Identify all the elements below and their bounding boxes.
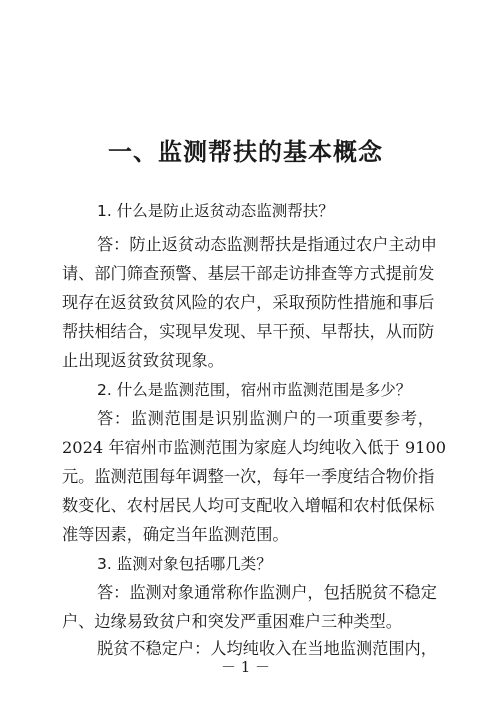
answer-3-line-1: 答：监测对象通常称作监测户，包括脱贫不稳定 [97, 583, 437, 602]
answer-1-line-2: 请、部门筛查预警、基层干部走访排查等方式提前发 [62, 264, 435, 283]
answer-1-line-4: 帮扶相结合，实现早发现、早干预、早帮扶，从而防 [62, 322, 435, 341]
page-number: － 1 － [220, 658, 271, 676]
answer-1-line-3: 现存在返贫致贫风险的农户，采取预防性措施和事后 [62, 293, 435, 312]
answer-3-line-2: 户、边缘易致贫户和突发严重困难户三种类型。 [62, 612, 402, 631]
answer-2-line-5: 准等因素，确定当年监测范围。 [62, 525, 289, 544]
answer-2-line-4: 数变化、农村居民人均可支配收入增幅和农村低保标 [62, 496, 435, 515]
question-2: 2. 什么是监测范围，宿州市监测范围是多少？ [97, 381, 412, 399]
answer-2-line-1: 答：监测范围是识别监测户的一项重要参考， [97, 409, 434, 428]
answer-1-line-5: 止出现返贫致贫现象。 [62, 351, 224, 370]
question-1: 1. 什么是防止返贫动态监测帮扶？ [97, 202, 334, 220]
answer-2-line-3: 元。监测范围每年调整一次，每年一季度结合物价指 [62, 467, 435, 486]
paragraph-line: 脱贫不稳定户：人均纯收入在当地监测范围内， [97, 639, 437, 658]
question-3: 3. 监测对象包括哪几类？ [97, 555, 272, 573]
answer-1-line-1: 答：防止返贫动态监测帮扶是指通过农户主动申 [97, 235, 437, 254]
answer-2-line-2: 2024 年宿州市监测范围为家庭人均纯收入低于 9100 [62, 438, 447, 457]
section-title: 一、监测帮扶的基本概念 [108, 138, 383, 166]
